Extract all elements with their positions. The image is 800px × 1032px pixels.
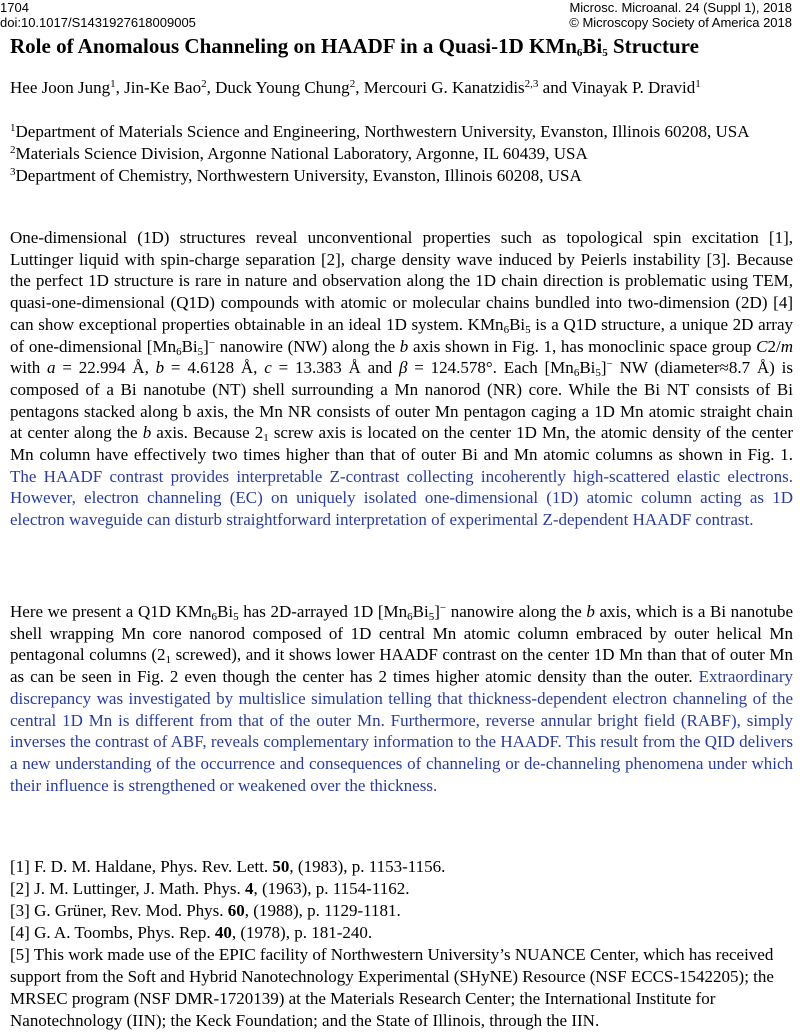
author-list: Hee Joon Jung$^1$, Jin-Ke Bao$^2$, Duck Young Chung$^2$, Mercouri G. Kanatzidis$^{2,3}$ and Vinayak P. Dravid$^1$ <box>10 77 701 97</box>
highlighted-text: Extraordinary discrepancy was investigated by multislice simulation telling that thickness-dependent electron channeling of the central 1D Mn is different from that of the outer Mn. Furthermore, reverse annular bright field (RABF), simply inverses the contrast of ABF, reveals complementary information to the HAADF. This result from the QID delivers a new understanding of the occurrence and consequences of channeling or de-channeling phenomena under which their influence is strengthened or weakened over the thickness. <box>10 667 793 795</box>
reference-item: [3] G. Grüner, Rev. Mod. Phys. 60, (1988), p. 1129-1181. <box>10 901 401 920</box>
author-affiliation: 2 <box>201 77 207 90</box>
reference-list <box>10 856 795 1032</box>
highlighted-text: The HAADF contrast provides interpretable Z-contrast collecting incoherently high-scattered elastic electrons. However, electron channeling (EC) on uniquely isolated one-dimensional (1D) atomic column acting as 1D electron waveguide can disturb straightforward interpretation of experimental Z-dependent HAADF contrast. <box>10 466 793 530</box>
journal-citation: Microsc. Microanal. 24 (Suppl 1), 2018 <box>569 0 792 15</box>
author: Hee Joon Jung <box>10 78 111 97</box>
affiliation: $^3$Department of Chemistry, Northwestern University, Evanston, Illinois 60208, USA <box>10 165 582 185</box>
author: Vinayak P. Dravid <box>571 78 696 97</box>
author-affiliation: 2 <box>349 77 356 90</box>
copyright: © Microscopy Society of America 2018 <box>569 15 792 30</box>
affiliation-list <box>10 121 795 187</box>
author-affiliation: 1 <box>695 77 701 90</box>
paper-title: Role of Anomalous Channeling on HAADF in a Quasi-1D $KMn_6Bi_5$ Structure <box>10 34 699 59</box>
affiliation: $^1$Department of Materials Science and Engineering, Northwestern University, Evanston, Illinois 60208, USA <box>10 121 750 141</box>
author-affiliation: 2,3 <box>524 77 539 90</box>
page-number: 1704 <box>0 0 29 15</box>
reference-item: [1] F. D. M. Haldane, Phys. Rev. Lett. 50, (1983), p. 1153-1156. <box>10 857 446 876</box>
author-affiliation: 1 <box>110 77 116 90</box>
author: Duck Young Chung <box>215 78 350 97</box>
author: Jin-Ke Bao <box>124 78 202 97</box>
reference-item: [2] J. M. Luttinger, J. Math. Phys. 4, (1963), p. 1154-1162. <box>10 879 410 898</box>
doi: doi:10.1017/S1431927618009005 <box>0 15 196 30</box>
acknowledgement: [5] This work made use of the EPIC facility of Northwestern University’s NUANCE Center, which has received support from the Soft and Hybrid Nanotechnology Experimental (SHyNE) Resource (NSF ECCS-1542205); the MRSEC program (NSF DMR-1720139) at the Materials Research Center; the International Institute for Nanotechnology (IIN); the Keck Foundation; and the State of Illinois, through the IIN. <box>10 945 774 1030</box>
reference-item: [4] G. A. Toombs, Phys. Rep. 40, (1978), p. 181-240. <box>10 923 373 942</box>
body-paragraph-2: Here we present a Q1D $KMn_6Bi_5$ has 2D-arrayed 1D $[Mn_6Bi_5]^-$ nanowire along the b axis, which is a Bi nanotube shell wrapping Mn core nanorod composed of 1D central Mn atomic column embraced by outer helical Mn pentagonal columns ($2_1$ screwed), and it shows lower HAADF contrast on the center 1D Mn than that of outer Mn as can be seen in Fig. 2 even though the center has 2 times higher atomic density than the outer. Extraordinary discrepancy was investigated by multislice simulation telling that thickness-dependent electron channeling of the central 1D Mn is different from that of the outer Mn. Furthermore, reverse annular bright field (RABF), simply inverses the contrast of ABF, reveals complementary information to the HAADF. This result from the QID delivers a new understanding of the occurrence and consequences of channeling or de-channeling phenomena under which their influence is strengthened or weakened over the thickness. <box>10 601 793 795</box>
author: Mercouri G. Kanatzidis <box>363 78 525 97</box>
affiliation: $^2$Materials Science Division, Argonne National Laboratory, Argonne, IL 60439, USA <box>10 143 588 163</box>
body-paragraph-1: One-dimensional (1D) structures reveal unconventional properties such as topological spin excitation [1], Luttinger liquid with spin-charge separation [2], charge density wave induced by Peierls instability [3]. Because the perfect 1D structure is rare in nature and observation along the 1D chain direction is problematic using TEM, quasi-one-dimensional (Q1D) compounds with atomic or molecular chains bundled into two-dimension (2D) [4] can show exceptional properties obtainable in an ideal 1D system. $KMn_6Bi_5$ is a Q1D structure, a unique 2D array of one-dimensional $[Mn_6Bi_5]^-$ nanowire (NW) along the b axis shown in Fig. 1, has monoclinic space group C2/m with a = 22.994 Å, b = 4.6128 Å, c = 13.383 Å and β = 124.578°. Each $[Mn_6Bi_5]^-$ NW (diameter≈8.7 Å) is composed of a Bi nanotube (NT) shell surrounding a Mn nanorod (NR) core. While the Bi NT consists of Bi pentagons stacked along b axis, the Mn NR consists of outer Mn pentagon caging a 1D Mn atomic straight chain at center along the b axis. Because $2_1$ screw axis is located on the center 1D Mn, the atomic density of the center Mn column have effectively two times higher than that of outer Bi and Mn atomic columns as shown in Fig. 1. The HAADF contrast provides interpretable Z-contrast collecting incoherently high-scattered elastic electrons. However, electron channeling (EC) on uniquely isolated one-dimensional (1D) atomic column acting as 1D electron waveguide can disturb straightforward interpretation of experimental Z-dependent HAADF contrast. <box>10 228 794 530</box>
